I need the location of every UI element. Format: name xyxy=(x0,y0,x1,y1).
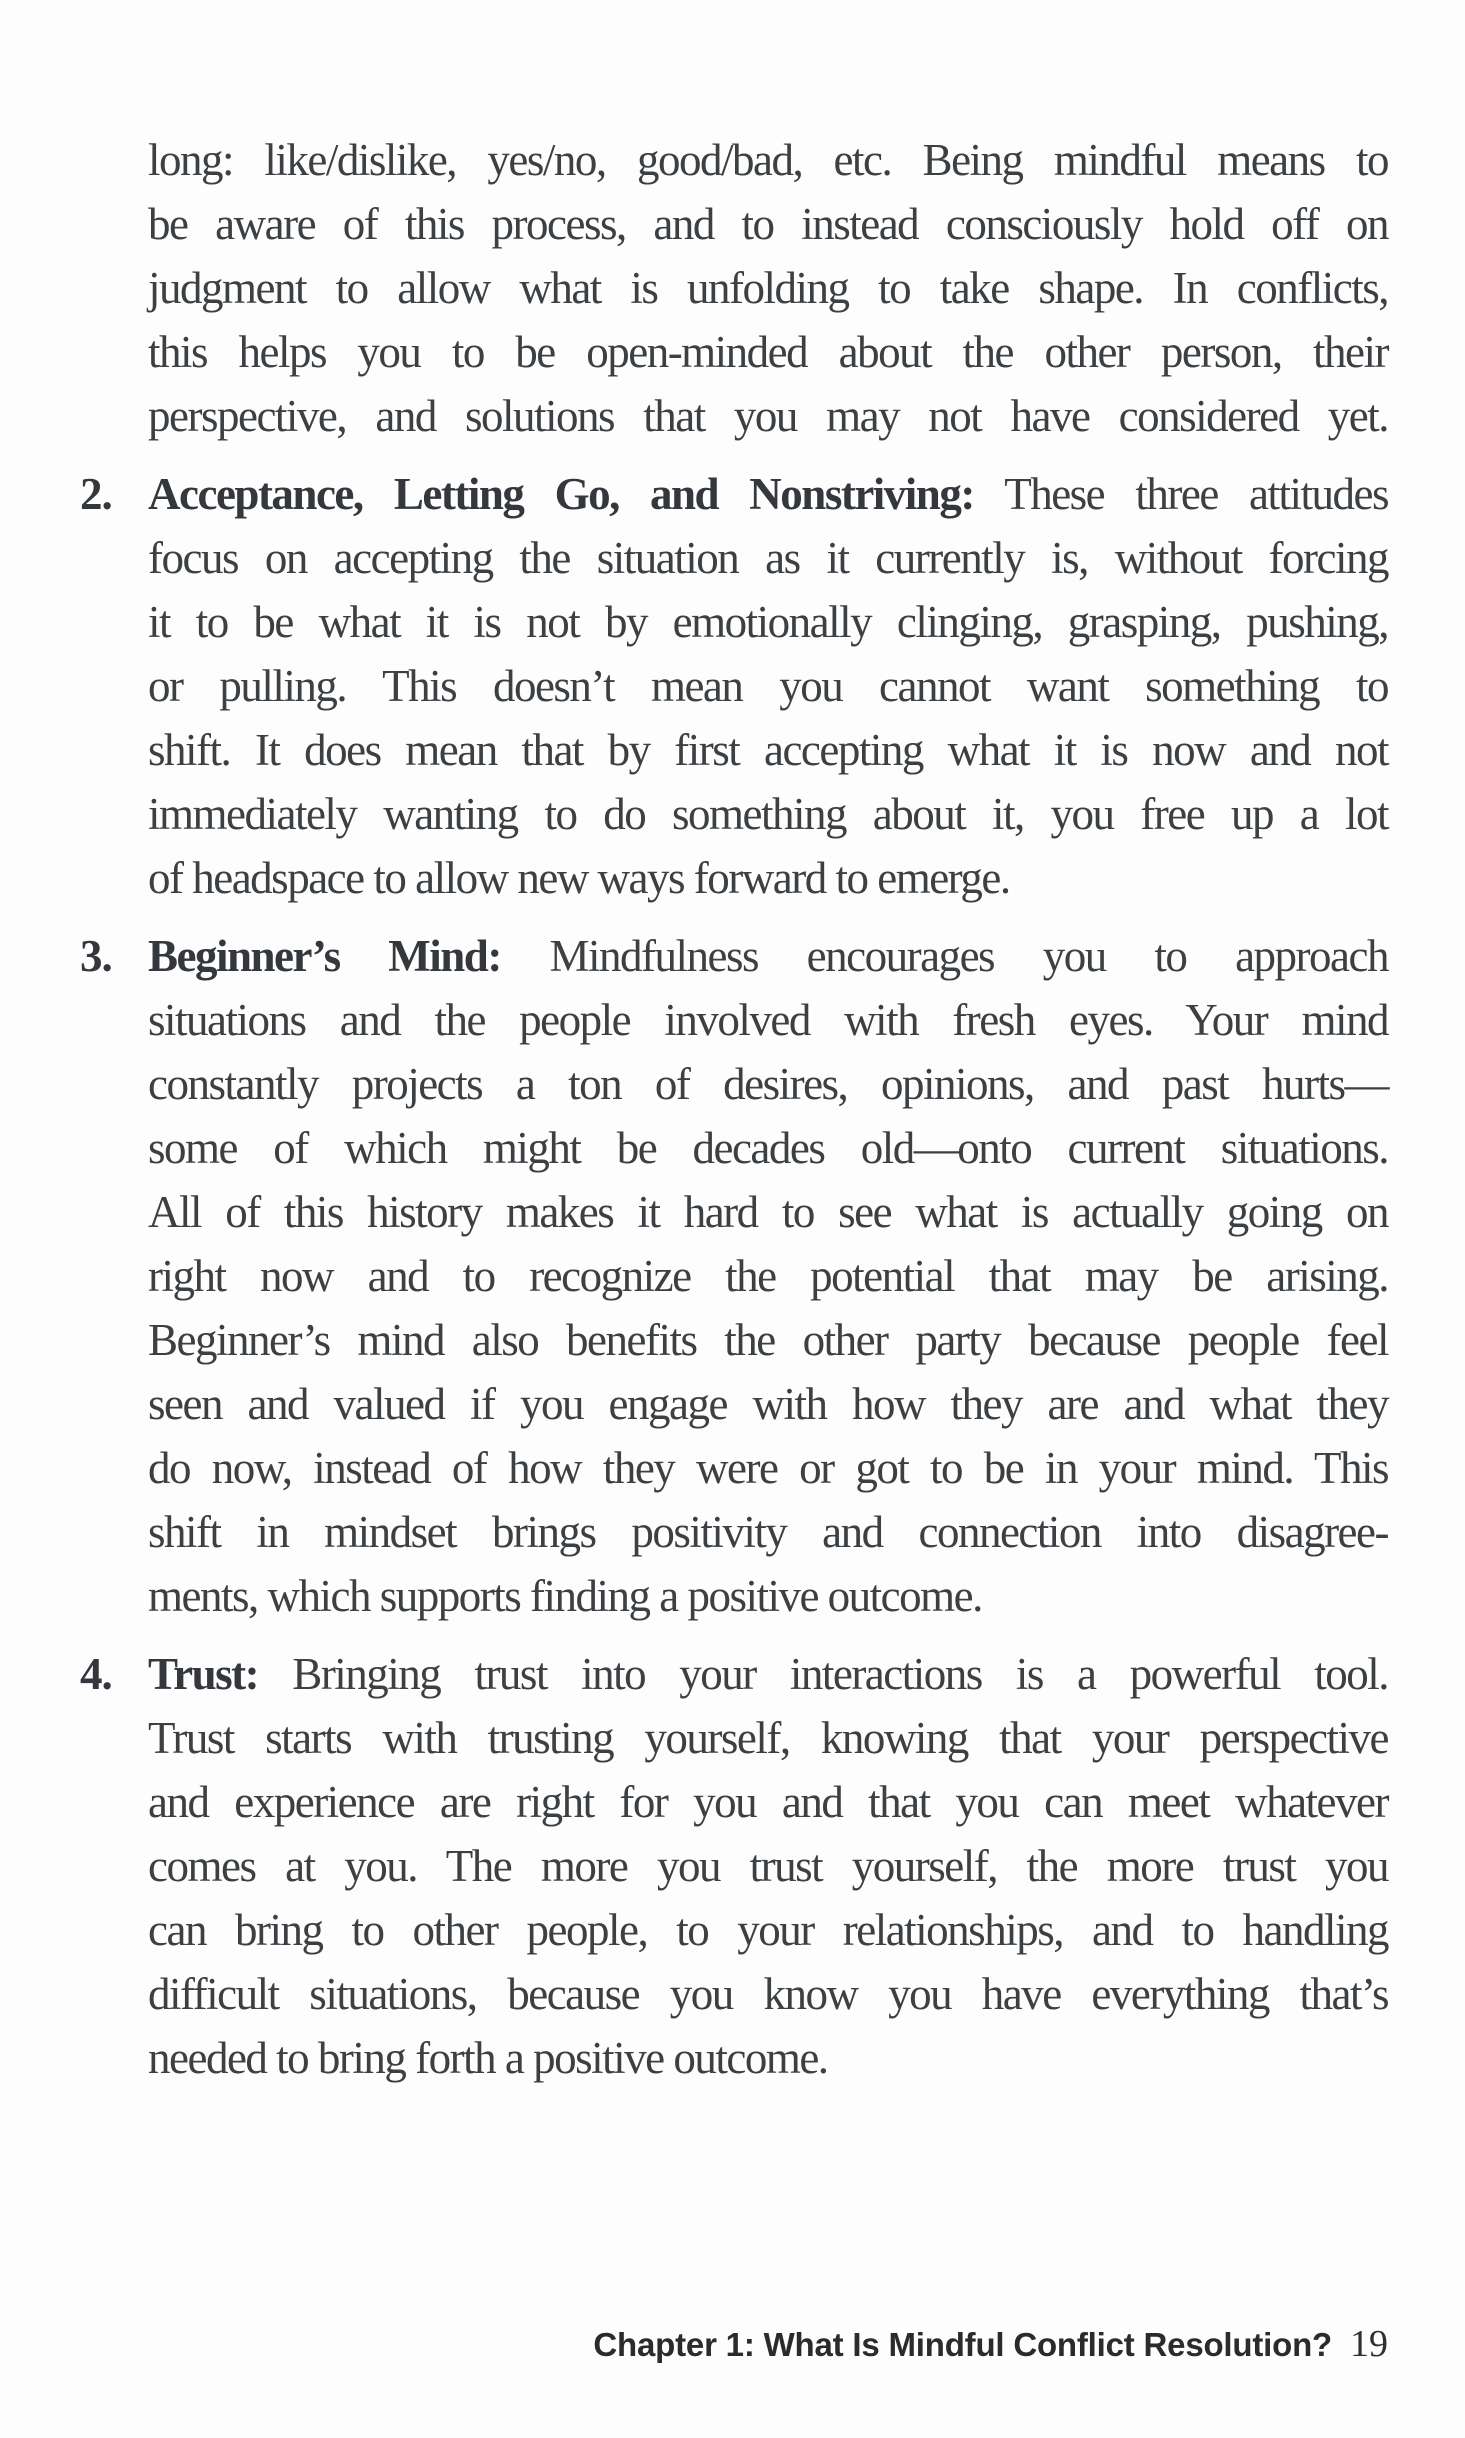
text-line: and experience are right for you and that you can meet whatever xyxy=(148,1777,1388,1827)
list-item xyxy=(80,1642,1388,2090)
text-line: All of this history makes it hard to see what is actually going on xyxy=(148,1187,1388,1237)
item-body xyxy=(148,924,1388,1628)
text-line: do now, instead of how they were or got to be in your mind. This xyxy=(148,1443,1388,1493)
text-line: right now and to recognize the potential that may be arising. xyxy=(148,1251,1388,1301)
item-number: 4. xyxy=(80,1649,112,1699)
text-line: long: like/dislike, yes/no, good/bad, etc. Being mindful means to xyxy=(148,135,1388,185)
text-line: can bring to other people, to your relationships, and to handling xyxy=(148,1905,1388,1955)
text-line: situations and the people involved with fresh eyes. Your mind xyxy=(148,995,1388,1045)
text-line: difficult situations, because you know you have everything that’s xyxy=(148,1969,1388,2019)
footer xyxy=(593,2322,1388,2366)
text-line: perspective, and solutions that you may not have considered yet. xyxy=(148,391,1388,441)
item-lead: Beginner’s Mind: xyxy=(148,931,501,981)
text-line: of headspace to allow new ways forward to emerge. xyxy=(148,853,1010,903)
text-line: some of which might be decades old—onto current situations. xyxy=(148,1123,1388,1173)
text-line: needed to bring forth a positive outcome. xyxy=(148,2033,828,2083)
intro-paragraph xyxy=(148,128,1388,448)
text-line: Trust: Bringing trust into your interactions is a powerful tool. xyxy=(148,1649,1388,1699)
item-lead: Acceptance, Letting Go, and Nonstriving: xyxy=(148,469,974,519)
text-line: seen and valued if you engage with how they are and what they xyxy=(148,1379,1388,1429)
body-text-column xyxy=(80,128,1388,2090)
text-line: constantly projects a ton of desires, opinions, and past hurts— xyxy=(148,1059,1388,1109)
text-line: Acceptance, Letting Go, and Nonstriving: These three attitudes xyxy=(148,469,1388,519)
item-number: 3. xyxy=(80,931,112,981)
text-line: shift. It does mean that by first accepting what it is now and not xyxy=(148,725,1388,775)
text-line: judgment to allow what is unfolding to take shape. In conflicts, xyxy=(148,263,1388,313)
text-line: Trust starts with trusting yourself, knowing that your perspective xyxy=(148,1713,1388,1763)
text-line: immediately wanting to do something about it, you free up a lot xyxy=(148,789,1388,839)
item-number: 2. xyxy=(80,469,112,519)
text-line: comes at you. The more you trust yourself, the more trust you xyxy=(148,1841,1388,1891)
text-line: Beginner’s mind also benefits the other party because people feel xyxy=(148,1315,1388,1365)
footer-chapter-title: Chapter 1: What Is Mindful Conflict Resolution? xyxy=(593,2326,1332,2363)
text-line: or pulling. This doesn’t mean you cannot want something to xyxy=(148,661,1388,711)
text-line: shift in mindset brings positivity and connection into disagree- xyxy=(148,1507,1388,1557)
text-line: ments, which supports finding a positive outcome. xyxy=(148,1571,982,1621)
footer-page-number: 19 xyxy=(1350,2323,1388,2365)
text-line: be aware of this process, and to instead consciously hold off on xyxy=(148,199,1388,249)
item-lead: Trust: xyxy=(148,1649,259,1699)
text-line: focus on accepting the situation as it currently is, without forcing xyxy=(148,533,1388,583)
item-body xyxy=(148,1642,1388,2090)
list-item xyxy=(80,462,1388,910)
mindfulness-list xyxy=(80,462,1388,2090)
item-body xyxy=(148,462,1388,910)
text-line: this helps you to be open-minded about the other person, their xyxy=(148,327,1388,377)
text-line: Beginner’s Mind: Mindfulness encourages you to approach xyxy=(148,931,1388,981)
text-line: it to be what it is not by emotionally clinging, grasping, pushing, xyxy=(148,597,1388,647)
list-item xyxy=(80,924,1388,1628)
